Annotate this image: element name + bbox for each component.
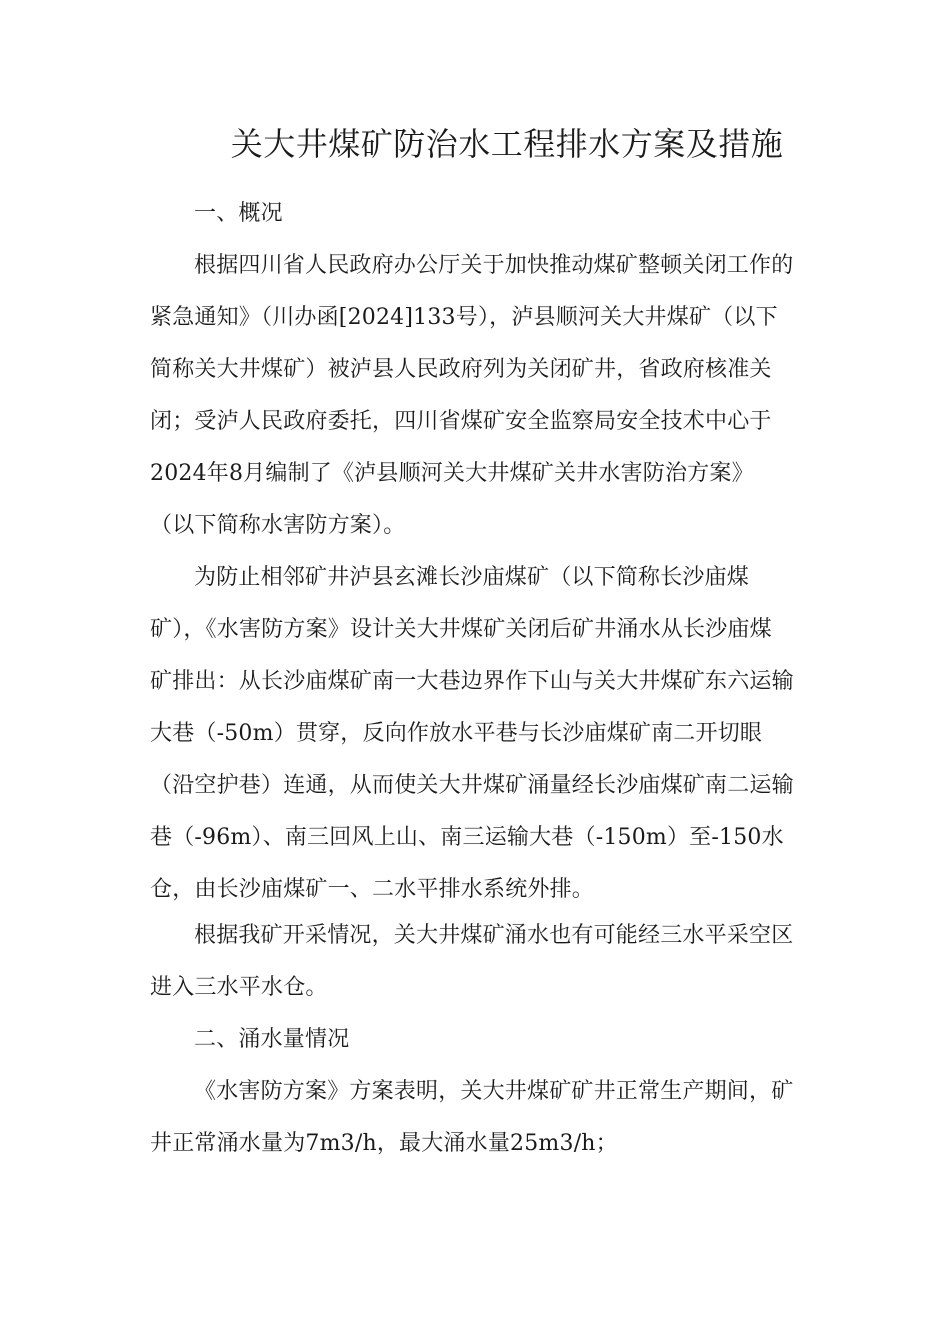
- paragraph-line: 仓，由长沙庙煤矿一、二水平排水系统外排。: [150, 877, 595, 902]
- paragraph-line: 为防止相邻矿井泸县玄滩长沙庙煤矿（以下简称长沙庙煤: [194, 565, 750, 590]
- paragraph-line: 井正常涌水量为7m3/h，最大涌水量25m3/h；: [150, 1131, 618, 1156]
- paragraph-line: 2024年8月编制了《泸县顺河关大井煤矿关井水害防治方案》: [150, 461, 754, 486]
- paragraph-line: （沿空护巷）连通，从而使关大井煤矿涌量经长沙庙煤矿南二运输: [150, 773, 794, 798]
- paragraph-line: 矿），《水害防方案》设计关大井煤矿关闭后矿井涌水从长沙庙煤: [150, 617, 772, 642]
- paragraph-line: 根据四川省人民政府办公厅关于加快推动煤矿整顿关闭工作的: [194, 253, 794, 278]
- paragraph-line: 进入三水平水仓。: [150, 975, 328, 1000]
- paragraph-line: （以下简称水害防方案）。: [150, 513, 406, 538]
- paragraph-line: 《水害防方案》方案表明，关大井煤矿矿井正常生产期间，矿: [194, 1079, 794, 1104]
- paragraph-line: 根据我矿开采情况，关大井煤矿涌水也有可能经三水平采空区: [194, 923, 794, 948]
- document-title: 关大井煤矿防治水工程排水方案及措施: [230, 125, 784, 163]
- paragraph-line: 紧急通知》（川办函[2024]133号），泸县顺河关大井煤矿（以下: [150, 305, 778, 330]
- paragraph-line: 巷（-96m）、南三回风上山、南三运输大巷（-150m）至-150水: [150, 825, 784, 850]
- paragraph-line: 矿排出：从长沙庙煤矿南一大巷边界作下山与关大井煤矿东六运输: [150, 669, 794, 694]
- paragraph-line: 简称关大井煤矿）被泸县人民政府列为关闭矿井，省政府核准关: [150, 357, 772, 382]
- section-heading-inflow: 二、涌水量情况: [194, 1027, 350, 1052]
- paragraph-line: 大巷（-50m）贯穿，反向作放水平巷与长沙庙煤矿南二开切眼: [150, 721, 763, 746]
- paragraph-line: 闭；受泸人民政府委托，四川省煤矿安全监察局安全技术中心于: [150, 409, 772, 434]
- section-heading-overview: 一、概况: [194, 201, 283, 226]
